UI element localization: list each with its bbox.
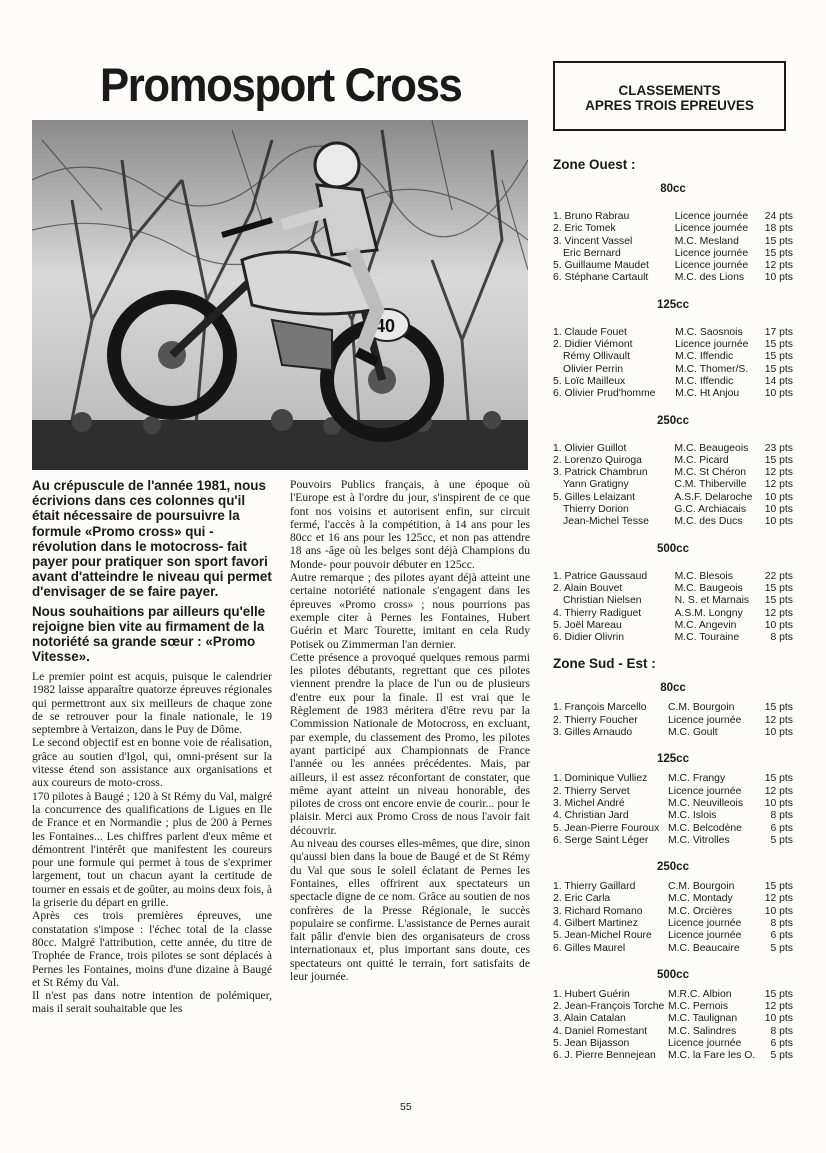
points: 12 pts	[764, 785, 793, 797]
body-paragraph: Autre remarque ; des pilotes ayant déjà atteint une certaine notoriété nationale s'engagent dans les épreuves «Promo cross» ; nous pourrions pas exemple citer à Pernes les Fontaines, Hubert Guérin et Marc Tourette, imitant en cela Rudy Potisek ou Zimmerman l'an dernier.	[290, 571, 530, 651]
rider-name: Thierry Dorion	[563, 504, 629, 516]
rider-name: 3. Michel André	[553, 797, 625, 809]
club-name: M.C. Neuvilleois	[668, 797, 744, 809]
rider-name: 6. J. Pierre Bennejean	[553, 1050, 656, 1062]
rider-name: 5. Jean-Pierre Fouroux	[553, 822, 660, 834]
result-row	[553, 881, 793, 893]
body-paragraph: Cette présence a provoqué quelques remous parmi les pilotes débutants, regrettant que ces pilotes viennent prendre la place de l'un ou de plusieurs d'entre eux pour la finale. Il est vrai que le Règlement de 1983 méritera d'être revu par la Commission Nationale de Motocross, en excluant, par exemple, du classement des Promo, les pilotes ayant participé aux Championnats de France l'année ou les années précédentes. Mais, par ailleurs, il est assez réconfortant de constater, que même ayant atteint un niveau honorable, des pilotes de cross ont encore envie de courir... pour le plaisir. Merci aux Promo Cross de nous l'avoir fait découvrir.	[290, 650, 530, 837]
club-name: M.C. la Fare les O.	[668, 1050, 756, 1062]
points: 12 pts	[764, 479, 793, 491]
rider-name: 5. Jean Bijasson	[553, 1038, 630, 1050]
result-row	[553, 272, 793, 284]
club-name: M.C. Pernois	[668, 1001, 729, 1013]
body-paragraph: Après ces trois premières épreuves, une constatation s'impose : l'échec total de la classe 80cc. Malgré l'attribution, cette année, du titre de Trophée de France, trois pilotes se sont déplacés à Pernes les Fontaines, moins d'une dizaine à Baugé et St Rémy du Val.	[32, 909, 272, 989]
result-row	[553, 504, 793, 516]
rider-name: 3. Alain Catalan	[553, 1013, 626, 1025]
club-name: Licence journée	[674, 211, 749, 222]
points: 10 pts	[764, 516, 793, 528]
club-name: M.C. Thomer/S.	[675, 363, 749, 375]
points: 18 pts	[764, 223, 793, 235]
results-table	[553, 702, 793, 739]
club-name: M.C. Iffendic	[675, 375, 734, 387]
club-name: G.C. Archiacais	[674, 504, 747, 516]
result-row	[553, 823, 793, 835]
result-row	[553, 388, 793, 400]
points: 10 pts	[764, 504, 793, 516]
points: 15 pts	[764, 351, 793, 363]
result-row	[553, 702, 793, 714]
points: 15 pts	[764, 702, 793, 714]
rider-name: 5. Joël Mareau	[553, 619, 622, 631]
points: 10 pts	[764, 491, 793, 503]
results-table	[553, 571, 793, 645]
article-column-1	[32, 670, 272, 1016]
club-name: M.C. Saosnois	[675, 326, 743, 338]
result-row	[553, 798, 793, 810]
points: 12 pts	[764, 260, 793, 272]
result-row	[553, 516, 793, 528]
results-table	[553, 989, 793, 1063]
points: 6 pts	[770, 930, 793, 942]
rider-name: 1. Dominique Vulliez	[553, 773, 648, 785]
rider-name: Olivier Perrin	[563, 363, 624, 375]
zone-title: Zone Ouest :	[553, 157, 636, 172]
points: 5 pts	[770, 1050, 793, 1062]
points: 5 pts	[770, 834, 793, 846]
rider-name: 6. Olivier Prud'homme	[553, 388, 656, 400]
rider-name: 6. Stéphane Cartault	[553, 272, 649, 284]
rider-name: 4. Thierry Radiguet	[553, 607, 642, 619]
article-intro	[32, 478, 272, 664]
result-row	[553, 715, 793, 727]
result-row	[553, 571, 793, 583]
result-row	[553, 786, 793, 798]
body-paragraph: 170 pilotes à Baugé ; 120 à St Rémy du Val, malgré la concurrence des qualifications de Ligues en Ile de France et en Normandie ; plus de 200 à Pernes les Fontaines... Les chiffres parlent d'eux même et démontrent l'intérêt que manifestent les coureurs pour une formule qui permet à tous de s'exprimer largement, tout un chacun ayant la certitude de tourner en essais et de goûter, au moins deux fois, à la griserie du départ en grille.	[32, 789, 272, 910]
points: 5 pts	[770, 942, 793, 954]
club-name: M.C. Frangy	[668, 773, 726, 785]
result-row	[553, 211, 793, 223]
club-name: N. S. et Marnais	[674, 595, 750, 607]
result-row	[553, 595, 793, 607]
points: 15 pts	[764, 881, 793, 893]
result-row	[553, 455, 793, 467]
result-row	[553, 248, 793, 260]
class-title: 500cc	[657, 968, 689, 981]
club-name: C.M. Bourgoin	[668, 702, 735, 714]
body-paragraph: Au niveau des courses elles-mêmes, que dire, sinon qu'aussi bien dans la boue de Baugé et de St Rémy du Val que sous le soleil éclatant de Pernes les Fontaines, elles offrirent aux spectateurs un spectacle digne de ce nom. Grâce au soutien de nos confrères de la Presse Régionale, le succès populaire se confirme. L'assistance de Pernes aurait fait pâlir d'envie bien des organisateurs de cross internationaux et, plus important sans doute, ces spectateurs ont quitté le terrain, fort satisfaits de leur journée.	[290, 837, 530, 983]
result-row	[553, 906, 793, 918]
club-name: M.C. des Ducs	[674, 516, 743, 528]
result-row	[553, 492, 793, 504]
club-name: Licence journée	[674, 260, 749, 272]
class-title: 80cc	[660, 682, 686, 695]
points: 8 pts	[770, 917, 793, 929]
result-row	[553, 443, 793, 455]
rider-name: 2. Eric Carla	[553, 893, 611, 905]
results-table	[553, 327, 793, 401]
results-table	[553, 211, 793, 285]
club-name: M.C. Iffendic	[675, 351, 734, 363]
rider-name: 2. Thierry Foucher	[553, 714, 638, 726]
club-name: Licence journée	[668, 785, 742, 797]
points: 22 pts	[764, 570, 793, 582]
results-table	[553, 773, 793, 847]
rider-name: 1. Thierry Gaillard	[553, 881, 636, 893]
result-row	[553, 223, 793, 235]
rider-name: 3. Patrick Chambrun	[553, 467, 648, 479]
club-name: M.C. Belcodène	[668, 822, 742, 834]
result-row	[553, 835, 793, 847]
result-row	[553, 989, 793, 1001]
club-name: M.C. Picard	[674, 454, 729, 466]
club-name: Licence journée	[675, 339, 749, 351]
points: 12 pts	[764, 893, 793, 905]
points: 8 pts	[770, 1025, 793, 1037]
rider-name: 1. Claude Fouet	[553, 326, 627, 338]
points: 10 pts	[764, 619, 793, 631]
rider-name: 4. Christian Jard	[553, 810, 629, 822]
body-paragraph: Pouvoirs Publics français, à une époque où l'Europe est à l'ordre du jour, s'inspirent de ce que font nos voisins et autorisent enfin, sur circuit fermé, l'accès à la compétition, à 14 ans pour les 80cc et 16 ans pour les 125cc, et non pas attendre 18 ans -âge où les belges sont déjà Champions du Monde- pour pouvoir débuter en 125cc.	[290, 478, 530, 571]
rider-name: 2. Lorenzo Quiroga	[553, 454, 642, 466]
rider-name: 2. Jean-François Torche	[553, 1001, 665, 1013]
result-row	[553, 810, 793, 822]
club-name: M.C. Vitrolles	[668, 834, 730, 846]
points: 15 pts	[764, 582, 793, 594]
rider-name: Christian Nielsen	[563, 595, 642, 607]
rider-name: 2. Eric Tomek	[553, 223, 616, 235]
points: 12 pts	[764, 1001, 793, 1013]
club-name: Licence journée	[674, 247, 749, 259]
points: 8 pts	[770, 632, 793, 644]
points: 17 pts	[764, 326, 793, 338]
club-name: Licence journée	[668, 930, 742, 942]
points: 6 pts	[770, 1038, 793, 1050]
rider-name: Rémy Ollivault	[563, 351, 630, 363]
rider-name: Jean-Michel Tesse	[563, 516, 649, 528]
club-name: M.C. St Chéron	[674, 467, 747, 479]
points: 14 pts	[764, 375, 793, 387]
points: 8 pts	[770, 810, 793, 822]
club-name: M.C. Mesland	[674, 235, 739, 247]
points: 15 pts	[764, 247, 793, 259]
rider-name: 2. Didier Viémont	[553, 339, 633, 351]
rider-name: 2. Alain Bouvet	[553, 582, 623, 594]
points: 12 pts	[764, 467, 793, 479]
result-row	[553, 608, 793, 620]
result-row	[553, 1001, 793, 1013]
club-name: C.M. Bourgoin	[668, 881, 735, 893]
result-row	[553, 773, 793, 785]
points: 10 pts	[764, 727, 793, 739]
points: 12 pts	[764, 714, 793, 726]
result-row	[553, 583, 793, 595]
club-name: A.S.M. Longny	[674, 607, 743, 619]
motocross-photo	[32, 120, 528, 470]
class-title: 250cc	[657, 414, 689, 427]
points: 15 pts	[764, 988, 793, 1000]
rider-name: 5. Gilles Lelaizant	[553, 491, 636, 503]
rider-name: 2. Thierry Servet	[553, 785, 630, 797]
photo-illustration	[32, 120, 528, 470]
rider-name: 6. Didier Olivrin	[553, 632, 625, 644]
rider-name: 5. Loïc Mailleux	[553, 375, 626, 387]
points: 24 pts	[764, 211, 793, 222]
result-row	[553, 339, 793, 351]
result-row	[553, 364, 793, 376]
club-name: Licence journée	[668, 917, 742, 929]
rider-name: 6. Serge Saint Léger	[553, 834, 649, 846]
result-row	[553, 930, 793, 942]
result-row	[553, 918, 793, 930]
result-row	[553, 1038, 793, 1050]
result-row	[553, 327, 793, 339]
page-number: 55	[400, 1101, 412, 1113]
rider-name: 3. Richard Romano	[553, 905, 643, 917]
class-title: 80cc	[660, 183, 686, 195]
club-name: Licence journée	[674, 223, 749, 235]
rider-name: 3. Vincent Vassel	[553, 235, 633, 247]
results-table	[553, 443, 793, 529]
points: 10 pts	[764, 388, 793, 400]
class-title: 500cc	[657, 542, 689, 555]
club-name: M.C. Beaugeois	[674, 442, 749, 454]
points: 15 pts	[764, 235, 793, 247]
result-row	[553, 632, 793, 644]
rider-name: 1. Bruno Rabrau	[553, 211, 630, 222]
rider-name: Eric Bernard	[563, 247, 621, 259]
rider-name: 1. Olivier Guillot	[553, 442, 627, 454]
club-name: M.C. Beaucaire	[668, 942, 740, 954]
rider-name: 4. Gilbert Martinez	[553, 917, 638, 929]
results-table	[553, 881, 793, 955]
club-name: Licence journée	[668, 1038, 742, 1050]
points: 15 pts	[764, 454, 793, 466]
article-title: Promosport Cross	[100, 58, 462, 111]
result-row	[553, 376, 793, 388]
club-name: M.C. Angevin	[674, 619, 737, 631]
result-row	[553, 620, 793, 632]
rider-name: 6. Gilles Maurel	[553, 942, 626, 954]
body-paragraph: Le premier point est acquis, puisque le calendrier 1982 laisse apparaître quatorze épreuves régionales qui permettront aux six meilleurs de chaque zone de se retrouver pour la finale nationale, le 19 septembre à Vertaizon, dans le Puy de Dôme.	[32, 670, 272, 737]
club-name: M.C. Orcières	[668, 905, 733, 917]
club-name: M.C. Ht Anjou	[675, 388, 740, 400]
club-name: C.M. Thiberville	[674, 479, 747, 491]
points: 23 pts	[764, 442, 793, 454]
rider-name: 1. Patrice Gaussaud	[553, 570, 648, 582]
rider-name: Yann Gratigny	[563, 479, 629, 491]
club-name: A.S.F. Delaroche	[674, 491, 753, 503]
points: 15 pts	[764, 773, 793, 785]
intro-paragraph: Au crépuscule de l'année 1981, nous écrivions dans ces colonnes qu'il était nécessaire de poursuivre la formule «Promo cross» qui -révolution dans le motocross- fait payer pour pratiquer son sport favori avant d'atteindre le niveau qui permet d'envisager de se faire payer.	[32, 478, 272, 600]
intro-paragraph: Nous souhaitions par ailleurs qu'elle rejoigne bien vite au firmament de la notoriété sa grande sœur : «Promo Vitesse».	[32, 603, 266, 665]
points: 12 pts	[764, 607, 793, 619]
result-row	[553, 236, 793, 248]
club-name: M.C. Islois	[668, 810, 717, 822]
rider-name: 5. Jean-Michel Roure	[553, 930, 652, 942]
result-row	[553, 727, 793, 739]
rider-name: 1. Hubert Guérin	[553, 988, 630, 1000]
rider-name: 1. François Marcello	[553, 702, 647, 714]
zone-title: Zone Sud - Est :	[553, 656, 656, 672]
result-row	[553, 1026, 793, 1038]
club-name: M.R.C. Albion	[668, 988, 732, 1000]
class-title: 125cc	[657, 753, 689, 766]
result-row	[553, 1050, 793, 1062]
result-row	[553, 351, 793, 363]
result-row	[553, 1013, 793, 1025]
result-row	[553, 943, 793, 955]
class-title: 125cc	[657, 298, 689, 311]
body-paragraph: Le second objectif est en bonne voie de réalisation, grâce au soutien d'Igol, qui, omni-présent sur la vitesse étend son assistance aux organisations et aux coureurs de moto-cross.	[32, 736, 272, 790]
result-row	[553, 260, 793, 272]
club-name: M.C. des Lions	[674, 272, 745, 284]
result-row	[553, 893, 793, 905]
article-column-2	[290, 478, 530, 983]
standings-list	[553, 155, 793, 1063]
club-name: M.C. Taulignan	[668, 1013, 738, 1025]
standings-title-line: CLASSEMENTS	[618, 83, 721, 98]
result-row	[553, 479, 793, 491]
points: 15 pts	[764, 339, 793, 351]
rider-name: 5. Guillaume Maudet	[553, 260, 649, 272]
standings-title-line: APRES TROIS EPREUVES	[585, 98, 754, 113]
club-name: M.C. Montady	[668, 893, 733, 905]
club-name: M.C. Blesois	[674, 570, 733, 582]
points: 10 pts	[764, 1013, 793, 1025]
body-paragraph: Il n'est pas dans notre intention de polémiquer, mais il serait souhaitable que les	[32, 989, 272, 1016]
result-row	[553, 467, 793, 479]
points: 6 pts	[770, 822, 793, 834]
bike-number: 40	[375, 316, 396, 336]
class-title: 250cc	[657, 861, 689, 874]
club-name: M.C. Touraine	[674, 632, 740, 644]
standings-header-box	[553, 61, 786, 131]
club-name: M.C. Goult	[668, 727, 718, 739]
rider-name: 4. Daniel Romestant	[553, 1025, 648, 1037]
points: 15 pts	[764, 595, 793, 607]
points: 10 pts	[764, 905, 793, 917]
rider-name: 3. Gilles Arnaudo	[553, 727, 633, 739]
club-name: M.C. Salindres	[668, 1025, 737, 1037]
club-name: M.C. Baugeois	[674, 582, 743, 594]
points: 15 pts	[764, 363, 793, 375]
club-name: Licence journée	[668, 714, 742, 726]
points: 10 pts	[764, 272, 793, 284]
points: 10 pts	[764, 797, 793, 809]
